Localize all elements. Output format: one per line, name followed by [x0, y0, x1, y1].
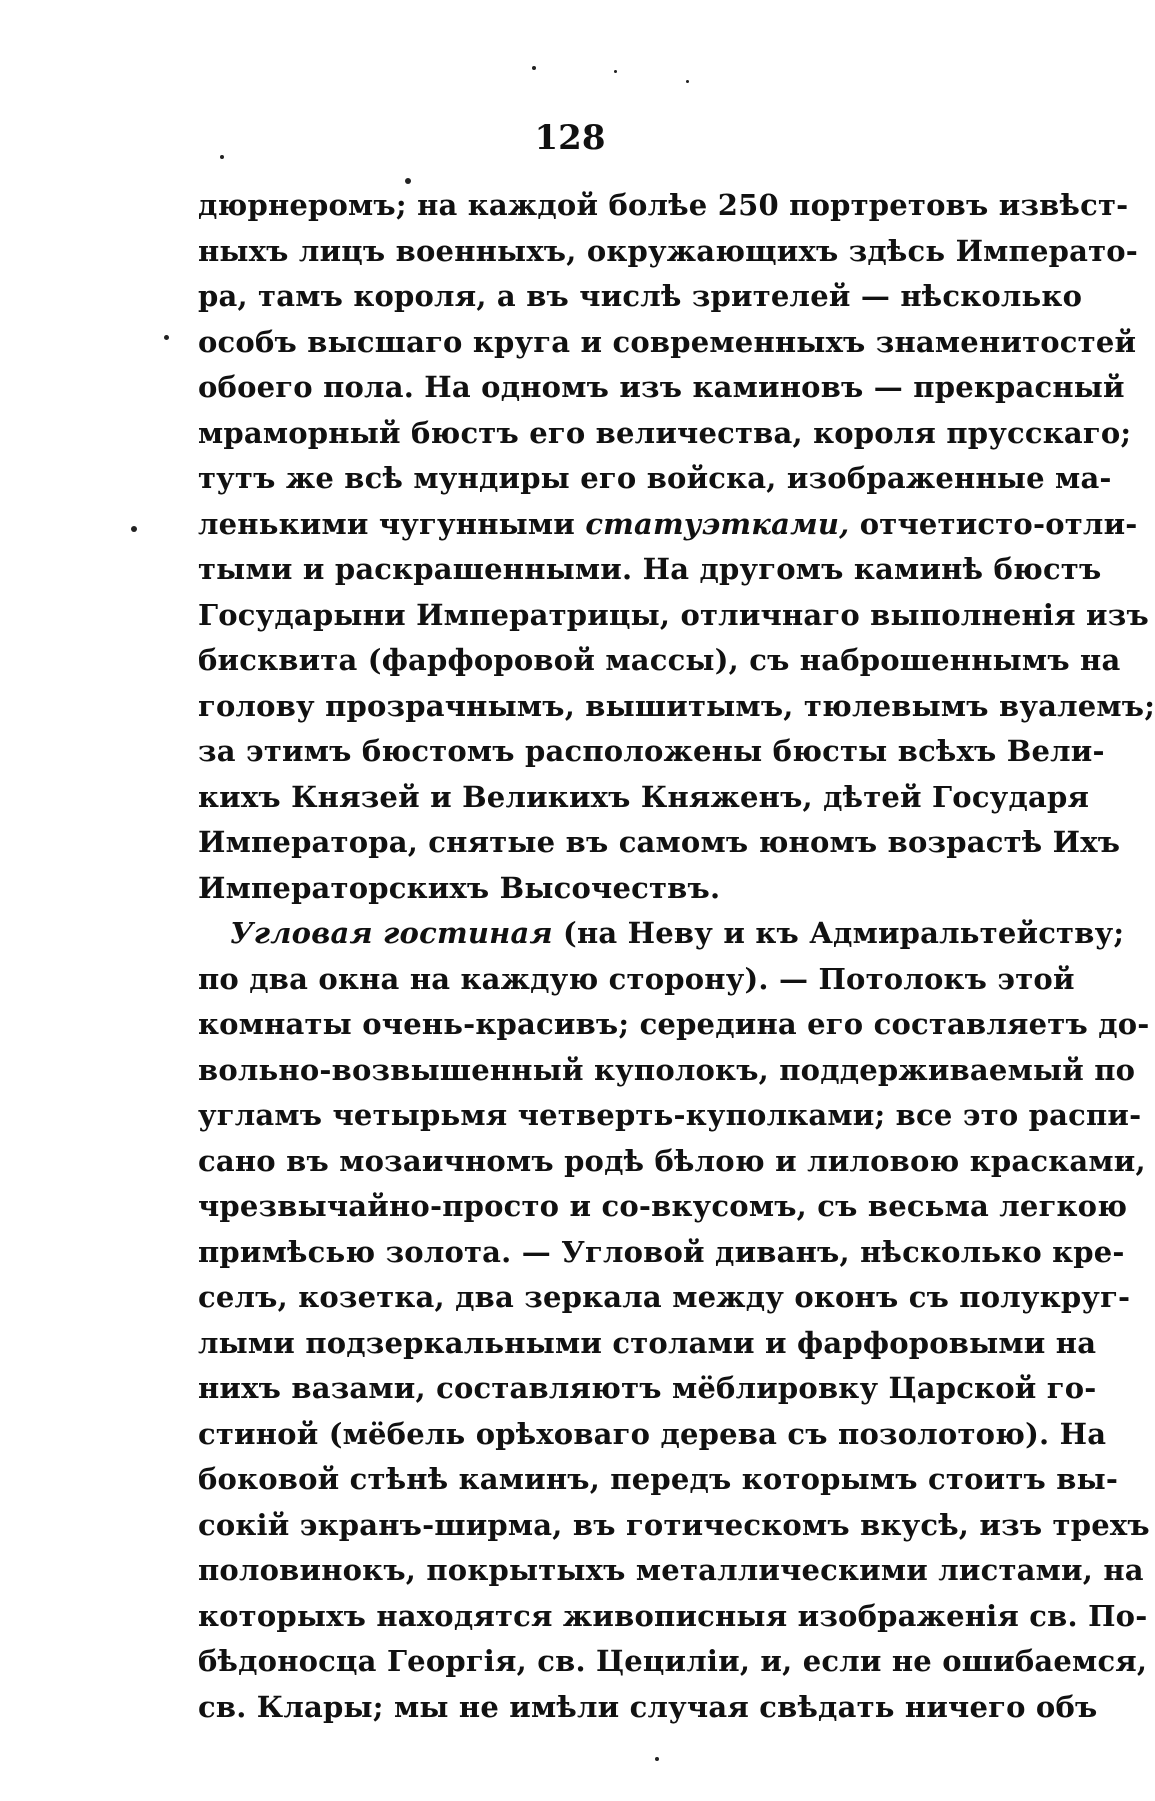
- text-line: угламъ четырьмя четверть-куполками; все это распи-: [198, 1098, 1142, 1132]
- page-number: 128: [534, 118, 606, 158]
- text-line: Императорскихъ Высочествъ.: [198, 870, 721, 905]
- section-heading-italic: Угловая гостиная: [230, 916, 553, 950]
- text-line: Государыни Императрицы, отличнаго выполненія изъ: [198, 597, 1149, 632]
- text-line: боковой стѣнѣ каминъ, передъ которымъ стоитъ вы-: [198, 1462, 1119, 1496]
- body-text: [198, 183, 1155, 1730]
- text-line: селъ, козетка, два зеркала между оконъ съ полукруг-: [198, 1280, 1131, 1314]
- text-line: стиной (мёбель орѣховаго дерева съ позолотою). На: [198, 1416, 1107, 1451]
- text-line: сано въ мозаичномъ родѣ бѣлою и лиловою красками,: [198, 1143, 1146, 1178]
- text-line: нихъ вазами, составляютъ мёблировку Царской го-: [198, 1371, 1097, 1405]
- text-line: бисквита (фарфоровой массы), съ наброшеннымъ на: [198, 643, 1121, 677]
- text-line: тыми и раскрашенными. На другомъ каминѣ бюстъ: [198, 552, 1102, 586]
- text-line: ныхъ лицъ военныхъ, окружающихъ здѣсь Императо-: [198, 233, 1139, 268]
- text-line: [198, 502, 1138, 548]
- text-line: мраморный бюстъ его величества, короля прусскаго;: [198, 415, 1132, 450]
- text-line: кихъ Князей и Великихъ Княженъ, дѣтей Государя: [198, 779, 1090, 814]
- text-line: которыхъ находятся живописныя изображенія св. По-: [198, 1598, 1148, 1633]
- italic-word: статуэтками,: [585, 506, 850, 541]
- scan-speck: [220, 155, 224, 159]
- text-line: ра, тамъ короля, а въ числѣ зрителей — нѣсколько: [198, 279, 1083, 313]
- text-line: Императора, снятые въ самомъ юномъ возрастѣ Ихъ: [198, 825, 1121, 859]
- text-line: вольно-возвышенный куполокъ, поддерживаемый по: [198, 1052, 1136, 1087]
- text-line: св. Клары; мы не имѣли случая свѣдать ничего объ: [198, 1689, 1098, 1724]
- text-line: дюрнеромъ; на каждой болѣе 250 портретовъ извѣст-: [198, 188, 1129, 222]
- text-line: обоего пола. На одномъ изъ каминовъ — прекрасный: [198, 370, 1125, 404]
- scan-speck: [532, 66, 536, 70]
- text-line: лыми подзеркальными столами и фарфоровыми на: [198, 1325, 1097, 1360]
- text-run: отчетисто-отли-: [849, 506, 1138, 541]
- text-line: чрезвычайно-просто и со-вкусомъ, съ весьма легкою: [198, 1189, 1128, 1223]
- text-line: за этимъ бюстомъ расположены бюсты всѣхъ Вели-: [198, 734, 1105, 768]
- text-line: примѣсью золота. — Угловой диванъ, нѣсколько кре-: [198, 1234, 1125, 1269]
- scan-speck: [686, 80, 689, 83]
- scan-speck: [131, 526, 137, 532]
- text-line: особъ высшаго круга и современныхъ знаменитостей: [198, 324, 1137, 359]
- text-line: [198, 911, 1125, 957]
- text-line: бѣдоносца Георгія, св. Цециліи, и, если не ошибаемся,: [198, 1644, 1148, 1678]
- scan-speck: [164, 335, 169, 340]
- text-line: голову прозрачнымъ, вышитымъ, тюлевымъ вуалемъ;: [198, 688, 1155, 723]
- text-run: (на Неву и къ Адмиральтейству;: [552, 916, 1125, 950]
- text-line: комнаты очень-красивъ; середина его составляетъ до-: [198, 1007, 1150, 1041]
- text-line: тутъ же всѣ мундиры его войска, изображенные ма-: [198, 461, 1112, 495]
- text-line: по два окна на каждую сторону). — Потолокъ этой: [198, 961, 1075, 996]
- scan-speck: [655, 1757, 659, 1761]
- text-line: половинокъ, покрытыхъ металлическими листами, на: [198, 1553, 1144, 1587]
- text-run: ленькими чугунными: [198, 506, 586, 541]
- scan-speck: [405, 178, 411, 184]
- text-line: сокій экранъ-ширма, въ готическомъ вкусѣ, изъ трехъ: [198, 1507, 1150, 1542]
- scan-speck: [614, 70, 617, 73]
